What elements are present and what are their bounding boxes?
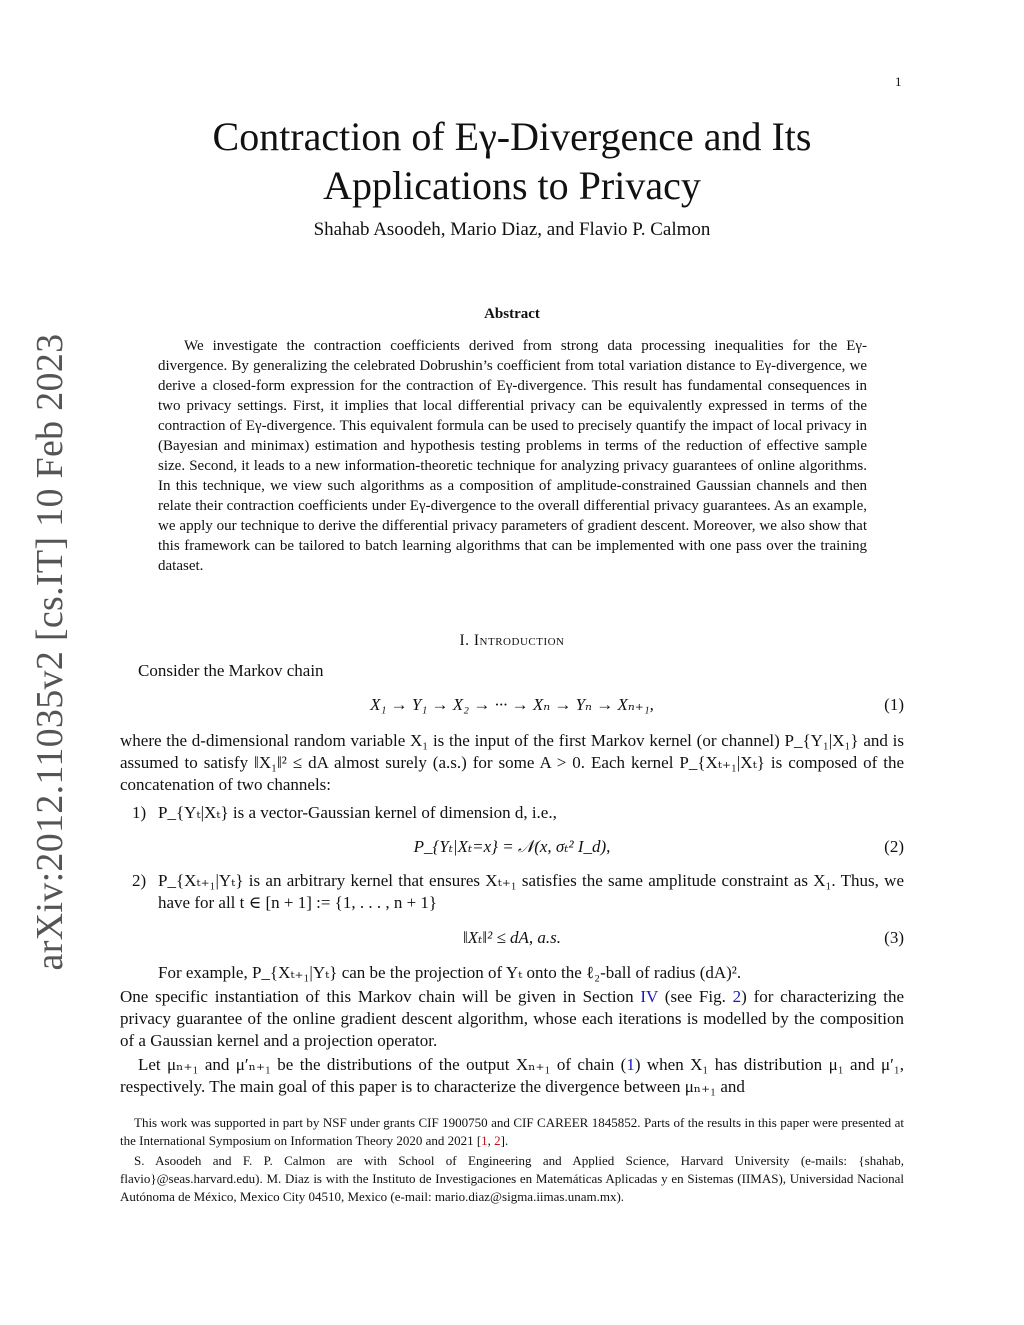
abstract-heading: Abstract	[484, 306, 540, 322]
citation-link-2[interactable]: 2	[494, 1133, 501, 1148]
list-item-2	[120, 870, 904, 914]
paper-title	[120, 112, 904, 210]
authors: Shahab Asoodeh, Mario Diaz, and Flavio P. Calmon	[313, 219, 711, 240]
equation-3-number: (3)	[884, 928, 904, 947]
equation-1-number: (1)	[884, 695, 904, 714]
citation-separator: ,	[487, 1133, 495, 1148]
title-line-2: Applications to Privacy	[323, 163, 701, 208]
equation-2-expression: P_{Yₜ|Xₜ=x} = 𝒩(x, σₜ² I_d),	[413, 837, 611, 856]
footnote-funding-text: This work was supported in part by NSF under grants CIF 1900750 and CIF CAREER 1845852. Parts of the results in this paper were presented at the International Symposium on Information Theory 2020 and 2021 [	[120, 1115, 904, 1148]
figure-reference-link[interactable]: 2	[732, 987, 742, 1006]
paragraph-4-part-b: ) when X₁ has distribution μ₁ and μ′₁, respectively. The main goal of this paper is to characterize the divergence between μₙ₊₁ and	[120, 1055, 904, 1096]
equation-1	[120, 694, 904, 716]
paragraph-3-part-b: (see Fig.	[658, 987, 733, 1006]
abstract-text: We investigate the contraction coefficients derived from strong data processing inequalities for the Eγ-divergence. By generalizing the celebrated Dobrushin’s coefficient from total variation distance to Eγ-divergence, we derive a closed-form expression for the contraction of Eγ-divergence. This result has fundamental consequences in two privacy settings. First, it implies that local differential privacy can be equivalently expressed in terms of the contraction of Eγ-divergence. This equivalent formula can be used to precisely quantify the impact of local privacy in (Bayesian and minimax) estimation and hypothesis testing problems in terms of the reduction of effective sample size. Second, it leads to a new information-theoretic technique for analyzing privacy guarantees of online algorithms. In this technique, we view such algorithms as a composition of amplitude-constrained Gaussian channels and then relate their contraction coefficients under Eγ-divergence to the overall differential privacy guarantees. As an example, we apply our technique to derive the differential privacy parameters of gradient descent. Moreover, we also show that this framework can be tailored to batch learning algorithms that can be implemented with one pass over the training dataset.	[158, 338, 867, 574]
list-item-2-text: P_{Xₜ₊₁|Yₜ} is an arbitrary kernel that ensures Xₜ₊₁ satisfies the same amplitude constraint as X₁. Thus, we have for all t ∈ [n + 1] := {1, . . . , n + 1}	[158, 871, 904, 912]
paragraph-4-part-a: Let μₙ₊₁ and μ′ₙ₊₁ be the distributions of the output Xₙ₊₁ of chain (	[138, 1055, 627, 1074]
paragraph-3-part-a: One specific instantiation of this Markov chain will be given in Section	[120, 987, 641, 1006]
paragraph-3	[120, 986, 904, 1052]
page-number: 1	[895, 74, 902, 89]
equation-1-expression: X₁ → Y₁ → X₂ → ··· → Xₙ → Yₙ → Xₙ₊₁,	[370, 695, 654, 714]
footnote-funding	[120, 1114, 904, 1150]
intro-line: Consider the Markov chain	[138, 661, 324, 680]
list-item-1	[120, 802, 904, 824]
paragraph-2: For example, P_{Xₜ₊₁|Yₜ} can be the projection of Yₜ onto the ℓ₂-ball of radius (dA)².	[158, 963, 742, 982]
arxiv-identifier: arXiv:2012.11035v2 [cs.IT] 10 Feb 2023	[29, 333, 71, 971]
footnote-funding-close: ].	[500, 1133, 509, 1148]
paragraph-4	[120, 1054, 904, 1098]
equation-2-number: (2)	[884, 837, 904, 856]
section-heading	[120, 632, 904, 650]
title-line-1: Contraction of Eγ-Divergence and Its	[212, 114, 812, 159]
equation-3-expression: ‖Xₜ‖² ≤ dA, a.s.	[462, 928, 562, 947]
section-heading-text: I. Introduction	[459, 632, 565, 649]
footnote-affiliations: S. Asoodeh and F. P. Calmon are with School of Engineering and Applied Science, Harvard University (e-mails: {shahab, flavio}@seas.harvard.edu). M. Diaz is with the Instituto de Investigaciones en Matemáticas Aplicadas y en Sistemas (IIMAS), Universidad Nacional Autónoma de México, Mexico City 04510, Mexico (e-mail: mario.diaz@sigma.iimas.unam.mx).	[120, 1153, 904, 1204]
list-item-2-label: 2)	[132, 871, 147, 890]
equation-3	[120, 927, 904, 949]
section-reference-link[interactable]: IV	[640, 987, 659, 1006]
paragraph-1: where the d-dimensional random variable X₁ is the input of the first Markov kernel (or channel) P_{Y₁|X₁} and is assumed to satisfy ‖X₁‖² ≤ dA almost surely (a.s.) for some A > 0. Each kernel P_{Xₜ₊₁|Xₜ} is composed of the concatenation of two channels:	[120, 731, 904, 794]
list-item-1-text: P_{Yₜ|Xₜ} is a vector-Gaussian kernel of dimension d, i.e.,	[158, 803, 557, 822]
equation-2	[120, 836, 904, 858]
paragraph-3-part-c: ) for characterizing the privacy guarantee of the online gradient descent algorithm, whose each iterations is modelled by the composition of a Gaussian kernel and a projection operator.	[120, 987, 904, 1050]
citation-link-1[interactable]: 1	[481, 1133, 488, 1148]
list-item-1-label: 1)	[132, 803, 147, 822]
equation-reference-link[interactable]: 1	[626, 1055, 635, 1074]
